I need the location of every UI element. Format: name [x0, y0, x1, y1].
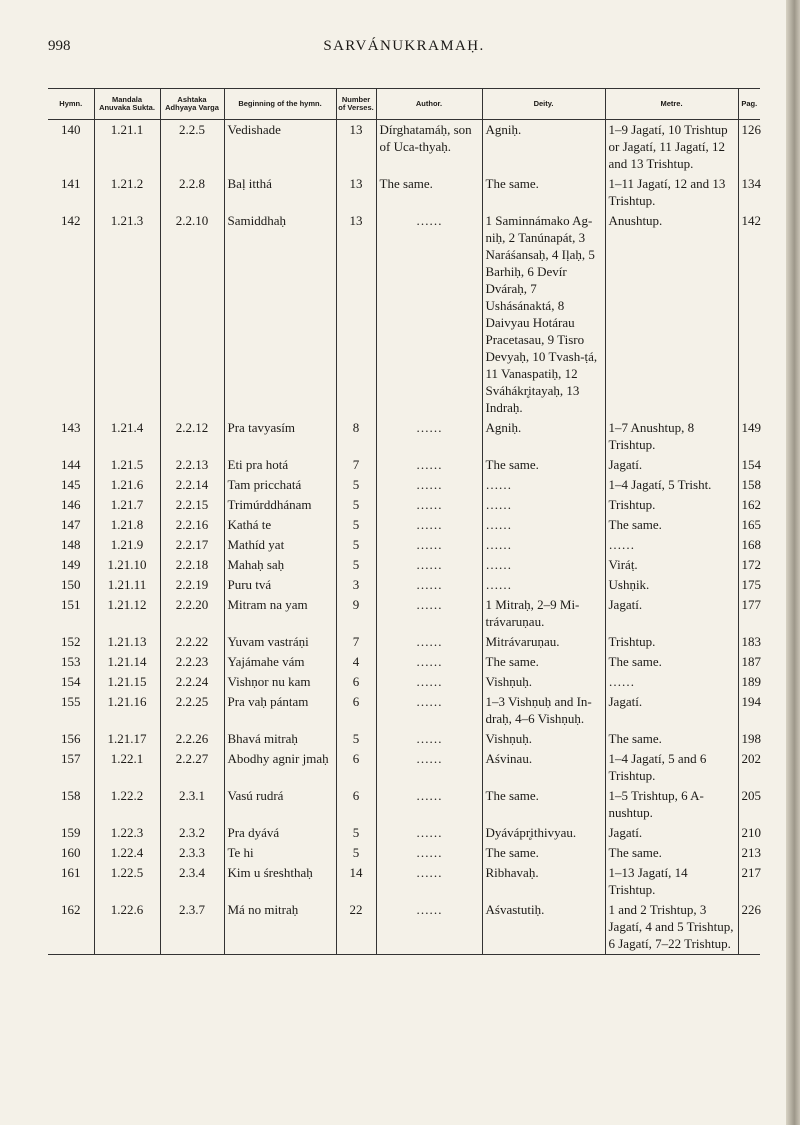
- cell-beginning: Vedishade: [224, 120, 336, 175]
- cell-page: 226: [738, 900, 760, 955]
- cell-page: 183: [741, 634, 761, 649]
- cell-verses: 3: [336, 575, 376, 595]
- table-row: [48, 455, 760, 475]
- cell-deity: 1–3 Vishṇuḥ and In-draḥ, 4–6 Vishṇuḥ.: [482, 692, 605, 729]
- cell-beginning: Mitram na yam: [224, 595, 336, 632]
- cell-page: 126: [741, 122, 761, 137]
- table-row: [48, 475, 760, 495]
- cell-verses: 13: [336, 174, 376, 211]
- cell-mandala: 1.22.2: [94, 786, 160, 823]
- cell-page: 175: [741, 577, 761, 592]
- column-header-deity: Deity.: [482, 89, 605, 120]
- cell-ashtaka: 2.3.1: [160, 786, 224, 823]
- cell-deity: 1 Saminnámako Ag-niḥ, 2 Tanúnapát, 3 Naráśansaḥ, 4 Iḷaḥ, 5 Barhiḥ, 6 Devír Dváraḥ, 7 Ushásánaktá, 8 Daivyau Hotárau Pracetasau, 9 Tisro Devyaḥ, 10 Tvash-ṭá, 11 Vanaspatiḥ, 12 Sváhákr̥itayaḥ, 13 Indraḥ.: [482, 211, 605, 418]
- cell-metre: The same.: [605, 729, 738, 749]
- cell-hymn: 150: [48, 575, 94, 595]
- cell-page: 198: [741, 731, 761, 746]
- cell-author: ……: [376, 555, 482, 575]
- cell-hymn: 159: [48, 823, 94, 843]
- cell-author: ……: [376, 515, 482, 535]
- cell-deity: Mitrávaruṇau.: [482, 632, 605, 652]
- page-header: [48, 38, 760, 62]
- cell-page: 217: [741, 865, 761, 880]
- cell-page: 205: [741, 788, 761, 803]
- cell-mandala: 1.22.4: [94, 843, 160, 863]
- cell-author: ……: [376, 475, 482, 495]
- cell-ashtaka: 2.2.22: [160, 632, 224, 652]
- cell-metre: The same.: [605, 843, 738, 863]
- cell-page: 162: [741, 497, 761, 512]
- column-header-ashtaka: Ashtaka Adhyaya Varga: [160, 89, 224, 120]
- cell-beginning: Trimúrddhánam: [224, 495, 336, 515]
- cell-mandala: 1.21.12: [94, 595, 160, 632]
- cell-author: ……: [376, 575, 482, 595]
- column-header-author: Author.: [376, 89, 482, 120]
- cell-page: 142: [741, 213, 761, 228]
- column-header-page: Pag.: [738, 89, 760, 120]
- cell-ashtaka: 2.2.18: [160, 555, 224, 575]
- table-body: [48, 120, 760, 955]
- cell-deity: Dyávápr̥ithivyau.: [482, 823, 605, 843]
- page-number: 998: [48, 38, 71, 54]
- cell-verses: 22: [336, 900, 376, 955]
- cell-page: 202: [741, 751, 761, 766]
- cell-deity: Agniḥ.: [482, 418, 605, 455]
- cell-author: ……: [376, 535, 482, 555]
- cell-hymn: 147: [48, 515, 94, 535]
- column-header-beginning: Beginning of the hymn.: [224, 89, 336, 120]
- cell-beginning: Má no mitraḥ: [224, 900, 336, 955]
- cell-author: ……: [376, 632, 482, 652]
- cell-hymn: 153: [48, 652, 94, 672]
- cell-beginning: Yajámahe vám: [224, 652, 336, 672]
- cell-deity: Vishṇuḥ.: [482, 672, 605, 692]
- cell-hymn: 151: [48, 595, 94, 632]
- cell-beginning: Samiddhaḥ: [224, 211, 336, 418]
- cell-metre: ……: [605, 535, 738, 555]
- cell-verses: 4: [336, 652, 376, 672]
- cell-verses: 7: [336, 632, 376, 652]
- cell-mandala: 1.22.1: [94, 749, 160, 786]
- cell-beginning: Abodhy agnir jmaḥ: [224, 749, 336, 786]
- cell-verses: 6: [336, 786, 376, 823]
- cell-mandala: 1.21.14: [94, 652, 160, 672]
- cell-mandala: 1.21.1: [94, 120, 160, 175]
- cell-deity: The same.: [482, 652, 605, 672]
- cell-mandala: 1.21.3: [94, 211, 160, 418]
- cell-beginning: Vishṇor nu kam: [224, 672, 336, 692]
- cell-ashtaka: 2.2.26: [160, 729, 224, 749]
- table-row: [48, 632, 760, 652]
- cell-hymn: 140: [48, 120, 94, 175]
- cell-mandala: 1.21.9: [94, 535, 160, 555]
- table-row: [48, 823, 760, 843]
- cell-mandala: 1.21.17: [94, 729, 160, 749]
- cell-metre: 1–5 Trishtup, 6 A-nushtup.: [605, 786, 738, 823]
- cell-author: ……: [376, 595, 482, 632]
- cell-deity: The same.: [482, 174, 605, 211]
- cell-deity: ……: [482, 575, 605, 595]
- cell-metre: Anushtup.: [605, 211, 738, 418]
- cell-author: ……: [376, 749, 482, 786]
- column-header-hymn: Hymn.: [48, 89, 94, 120]
- cell-metre: Viráṭ.: [605, 555, 738, 575]
- cell-verses: 6: [336, 749, 376, 786]
- cell-hymn: 146: [48, 495, 94, 515]
- cell-beginning: Vasú rudrá: [224, 786, 336, 823]
- cell-mandala: 1.21.5: [94, 455, 160, 475]
- table-header-row: [48, 89, 760, 120]
- cell-page: 194: [741, 694, 761, 709]
- cell-beginning: Kim u śreshthaḥ: [224, 863, 336, 900]
- cell-verses: 5: [336, 535, 376, 555]
- cell-page: 213: [741, 845, 761, 860]
- table-row: [48, 535, 760, 555]
- table-row: [48, 418, 760, 455]
- cell-metre: 1–11 Jagatí, 12 and 13 Trishtup.: [605, 174, 738, 211]
- hymn-index-table: [48, 88, 760, 955]
- cell-deity: ……: [482, 515, 605, 535]
- cell-metre: Trishtup.: [605, 495, 738, 515]
- cell-author: ……: [376, 863, 482, 900]
- table-row: [48, 692, 760, 729]
- cell-verses: 9: [336, 595, 376, 632]
- table-row: [48, 749, 760, 786]
- cell-verses: 5: [336, 555, 376, 575]
- cell-deity: The same.: [482, 455, 605, 475]
- cell-mandala: 1.21.8: [94, 515, 160, 535]
- cell-verses: 14: [336, 863, 376, 900]
- cell-deity: The same.: [482, 843, 605, 863]
- cell-ashtaka: 2.2.8: [160, 174, 224, 211]
- table-row: [48, 595, 760, 632]
- cell-page: 158: [741, 477, 761, 492]
- cell-hymn: 161: [48, 863, 94, 900]
- page-edge: [786, 0, 800, 1125]
- cell-hymn: 157: [48, 749, 94, 786]
- cell-mandala: 1.21.7: [94, 495, 160, 515]
- cell-verses: 13: [336, 120, 376, 175]
- cell-beginning: Eti pra hotá: [224, 455, 336, 475]
- cell-beginning: Mathíd yat: [224, 535, 336, 555]
- cell-ashtaka: 2.2.25: [160, 692, 224, 729]
- cell-mandala: 1.22.6: [94, 900, 160, 955]
- cell-beginning: Bhavá mitraḥ: [224, 729, 336, 749]
- cell-page: 154: [741, 457, 761, 472]
- table-row: [48, 729, 760, 749]
- cell-hymn: 142: [48, 211, 94, 418]
- cell-deity: ……: [482, 475, 605, 495]
- table-row: [48, 495, 760, 515]
- cell-ashtaka: 2.3.2: [160, 823, 224, 843]
- cell-page: 168: [741, 537, 761, 552]
- cell-metre: Jagatí.: [605, 455, 738, 475]
- cell-hymn: 149: [48, 555, 94, 575]
- running-title: SARVÁNUKRAMAḤ.: [323, 38, 485, 54]
- cell-metre: 1–4 Jagatí, 5 Trisht.: [605, 475, 738, 495]
- cell-author: ……: [376, 455, 482, 475]
- cell-page: 177: [741, 597, 761, 612]
- cell-ashtaka: 2.3.3: [160, 843, 224, 863]
- cell-hymn: 144: [48, 455, 94, 475]
- cell-deity: 1 Mitraḥ, 2–9 Mi-trávaruṇau.: [482, 595, 605, 632]
- cell-mandala: 1.21.2: [94, 174, 160, 211]
- cell-metre: The same.: [605, 652, 738, 672]
- cell-ashtaka: 2.2.10: [160, 211, 224, 418]
- cell-deity: ……: [482, 495, 605, 515]
- cell-verses: 5: [336, 495, 376, 515]
- cell-beginning: Yuvam vastráṇi: [224, 632, 336, 652]
- table-row: [48, 652, 760, 672]
- cell-verses: 5: [336, 515, 376, 535]
- table-row: [48, 843, 760, 863]
- cell-mandala: 1.21.16: [94, 692, 160, 729]
- cell-page: 149: [741, 420, 761, 435]
- cell-verses: 8: [336, 418, 376, 455]
- cell-page: 187: [741, 654, 761, 669]
- cell-ashtaka: 2.2.19: [160, 575, 224, 595]
- column-header-verses: Number of Verses.: [336, 89, 376, 120]
- table-row: [48, 174, 760, 211]
- cell-metre: Jagatí.: [605, 595, 738, 632]
- cell-mandala: 1.21.4: [94, 418, 160, 455]
- cell-hymn: 155: [48, 692, 94, 729]
- cell-verses: 5: [336, 729, 376, 749]
- cell-verses: 5: [336, 823, 376, 843]
- cell-hymn: 158: [48, 786, 94, 823]
- cell-beginning: Pra vaḥ pántam: [224, 692, 336, 729]
- cell-verses: 7: [336, 455, 376, 475]
- cell-author: ……: [376, 843, 482, 863]
- cell-ashtaka: 2.2.12: [160, 418, 224, 455]
- cell-deity: Ribhavaḥ.: [482, 863, 605, 900]
- cell-beginning: Pra dyává: [224, 823, 336, 843]
- table-row: [48, 575, 760, 595]
- cell-author: ……: [376, 495, 482, 515]
- cell-hymn: 148: [48, 535, 94, 555]
- cell-deity: The same.: [482, 786, 605, 823]
- cell-author: ……: [376, 729, 482, 749]
- cell-ashtaka: 2.2.24: [160, 672, 224, 692]
- cell-verses: 5: [336, 843, 376, 863]
- cell-metre: 1–4 Jagatí, 5 and 6 Trishtup.: [605, 749, 738, 786]
- table-row: [48, 120, 760, 175]
- cell-author: ……: [376, 692, 482, 729]
- cell-mandala: 1.21.11: [94, 575, 160, 595]
- cell-mandala: 1.22.3: [94, 823, 160, 843]
- cell-ashtaka: 2.2.5: [160, 120, 224, 175]
- cell-ashtaka: 2.2.27: [160, 749, 224, 786]
- cell-metre: ……: [605, 672, 738, 692]
- cell-metre: Jagatí.: [605, 692, 738, 729]
- cell-hymn: 141: [48, 174, 94, 211]
- cell-hymn: 143: [48, 418, 94, 455]
- cell-ashtaka: 2.2.20: [160, 595, 224, 632]
- table-row: [48, 515, 760, 535]
- cell-author: ……: [376, 652, 482, 672]
- cell-beginning: Pra tavyasím: [224, 418, 336, 455]
- cell-deity: ……: [482, 535, 605, 555]
- cell-author: ……: [376, 672, 482, 692]
- cell-hymn: 162: [48, 900, 94, 955]
- cell-hymn: 152: [48, 632, 94, 652]
- cell-ashtaka: 2.2.23: [160, 652, 224, 672]
- cell-beginning: Tam pricchatá: [224, 475, 336, 495]
- cell-page: 134: [741, 176, 761, 191]
- cell-author: ……: [376, 823, 482, 843]
- cell-author: ……: [376, 418, 482, 455]
- cell-metre: 1–13 Jagatí, 14 Trishtup.: [605, 863, 738, 900]
- cell-page: 165: [741, 517, 761, 532]
- cell-verses: 6: [336, 672, 376, 692]
- cell-mandala: 1.21.13: [94, 632, 160, 652]
- cell-deity: Agniḥ.: [482, 120, 605, 175]
- cell-metre: 1–9 Jagatí, 10 Trishtup or Jagatí, 11 Jagatí, 12 and 13 Trishtup.: [605, 120, 738, 175]
- cell-deity: Aśvastutiḥ.: [482, 900, 605, 955]
- cell-page: 189: [741, 674, 761, 689]
- cell-beginning: Mahaḥ saḥ: [224, 555, 336, 575]
- cell-metre: Trishtup.: [605, 632, 738, 652]
- cell-author: ……: [376, 211, 482, 418]
- cell-mandala: 1.22.5: [94, 863, 160, 900]
- cell-deity: Aśvinau.: [482, 749, 605, 786]
- cell-mandala: 1.21.6: [94, 475, 160, 495]
- cell-verses: 6: [336, 692, 376, 729]
- cell-author: ……: [376, 900, 482, 955]
- cell-page: 172: [741, 557, 761, 572]
- table-row: [48, 672, 760, 692]
- cell-ashtaka: 2.3.7: [160, 900, 224, 955]
- cell-deity: ……: [482, 555, 605, 575]
- cell-hymn: 154: [48, 672, 94, 692]
- cell-metre: The same.: [605, 515, 738, 535]
- cell-ashtaka: 2.2.14: [160, 475, 224, 495]
- cell-ashtaka: 2.2.13: [160, 455, 224, 475]
- cell-metre: 1–7 Anushtup, 8 Trishtup.: [605, 418, 738, 455]
- table-row: [48, 900, 760, 955]
- cell-author: The same.: [376, 174, 482, 211]
- cell-verses: 5: [336, 475, 376, 495]
- cell-beginning: Te hi: [224, 843, 336, 863]
- column-header-metre: Metre.: [605, 89, 738, 120]
- cell-metre: Ushṇik.: [605, 575, 738, 595]
- cell-ashtaka: 2.2.15: [160, 495, 224, 515]
- cell-mandala: 1.21.15: [94, 672, 160, 692]
- cell-ashtaka: 2.2.17: [160, 535, 224, 555]
- cell-mandala: 1.21.10: [94, 555, 160, 575]
- cell-author: ……: [376, 786, 482, 823]
- cell-hymn: 145: [48, 475, 94, 495]
- cell-ashtaka: 2.2.16: [160, 515, 224, 535]
- cell-page: 210: [741, 825, 761, 840]
- table-row: [48, 211, 760, 418]
- table-row: [48, 863, 760, 900]
- cell-ashtaka: 2.3.4: [160, 863, 224, 900]
- cell-beginning: Puru tvá: [224, 575, 336, 595]
- table-row: [48, 555, 760, 575]
- cell-metre: Jagatí.: [605, 823, 738, 843]
- cell-author: Dírghatamáḥ, son of Uca-thyaḥ.: [376, 120, 482, 175]
- cell-deity: Vishṇuḥ.: [482, 729, 605, 749]
- cell-beginning: Kathá te: [224, 515, 336, 535]
- column-header-mandala: Mandala Anuvaka Sukta.: [94, 89, 160, 120]
- cell-hymn: 156: [48, 729, 94, 749]
- cell-beginning: Baḷ itthá: [224, 174, 336, 211]
- cell-hymn: 160: [48, 843, 94, 863]
- table-row: [48, 786, 760, 823]
- cell-metre: 1 and 2 Trishtup, 3 Jagatí, 4 and 5 Trishtup, 6 Jagatí, 7–22 Trishtup.: [605, 900, 738, 955]
- cell-verses: 13: [336, 211, 376, 418]
